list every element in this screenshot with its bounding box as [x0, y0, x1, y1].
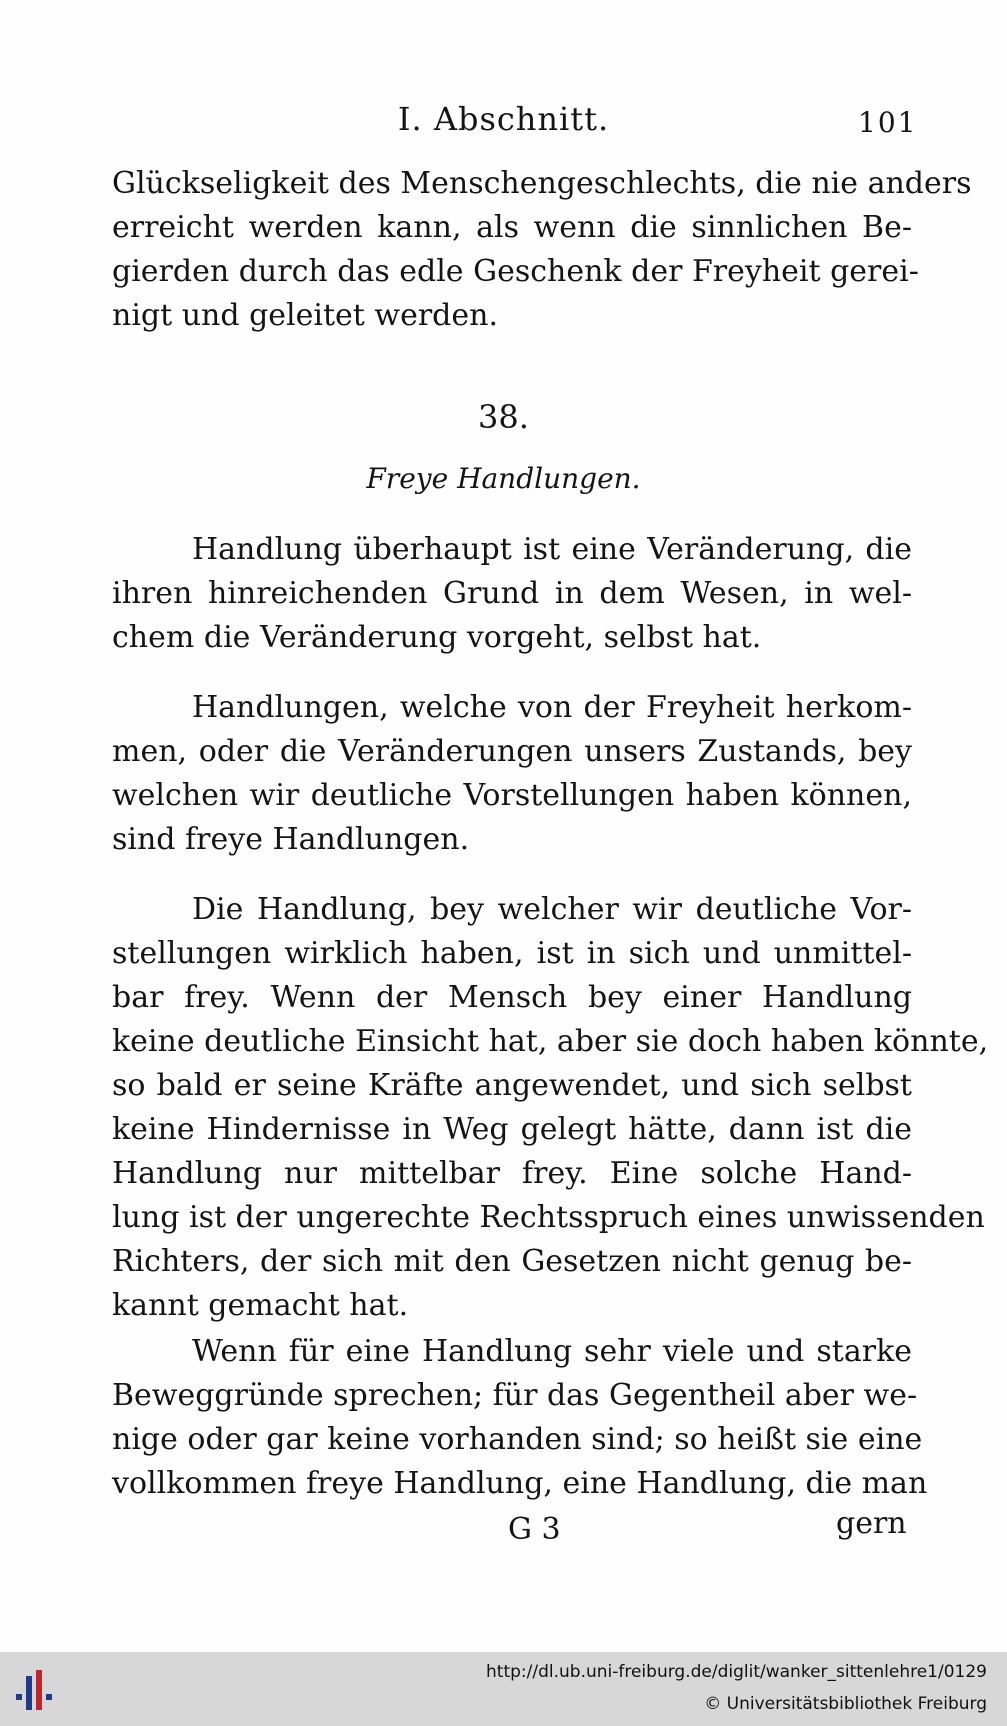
- text-line: erreicht werden kann, als wenn die sinnlichen Be-: [112, 210, 912, 245]
- text-line: lung ist der ungerechte Rechtsspruch eines unwissenden: [112, 1200, 985, 1235]
- text-line: welchen wir deutliche Vorstellungen haben können,: [112, 778, 912, 813]
- text-line: Beweggründe sprechen; für das Gegentheil aber we-: [112, 1378, 918, 1413]
- text-line: Handlung überhaupt ist eine Veränderung, die: [192, 532, 912, 567]
- text-line: nigt und geleitet werden.: [112, 298, 498, 333]
- footer-bar: [0, 1652, 1007, 1726]
- paragraph-1: [112, 528, 912, 660]
- section-title: Freye Handlungen.: [366, 462, 641, 495]
- text-line: Glückseligkeit des Menschengeschlechts, die nie anders: [112, 166, 972, 201]
- text-line: Richters, der sich mit den Gesetzen nicht genug be-: [112, 1244, 912, 1279]
- paragraph-4: [112, 1330, 928, 1506]
- text-line: stellungen wirklich haben, ist in sich und unmittel-: [112, 936, 912, 971]
- text-line: men, oder die Veränderungen unsers Zustands, bey: [112, 734, 912, 769]
- text-line: nige oder gar keine vorhanden sind; so heißt sie eine: [112, 1422, 923, 1457]
- signature-mark: G 3: [508, 1512, 561, 1547]
- paragraph-intro: [112, 162, 972, 338]
- text-line: Die Handlung, bey welcher wir deutliche Vor-: [192, 892, 912, 927]
- text-line: vollkommen freye Handlung, eine Handlung, die man: [112, 1466, 928, 1501]
- page-number: 101: [858, 106, 918, 139]
- text-line: sind freye Handlungen.: [112, 822, 470, 857]
- text-line: Handlungen, welche von der Freyheit herkom-: [192, 690, 912, 725]
- text-line: chem die Veränderung vorgeht, selbst hat.: [112, 620, 762, 655]
- copyright-text: © Universitätsbibliothek Freiburg: [704, 1694, 987, 1714]
- text-line: bar frey. Wenn der Mensch bey einer Handlung: [112, 980, 912, 1015]
- paragraph-3: [112, 888, 989, 1328]
- text-line: gierden durch das edle Geschenk der Freyheit gerei-: [112, 254, 919, 289]
- text-line: keine Hindernisse in Weg gelegt hätte, dann ist die: [112, 1112, 912, 1147]
- text-line: kannt gemacht hat.: [112, 1288, 409, 1323]
- library-logo-icon: [14, 1668, 60, 1714]
- text-line: keine deutliche Einsicht hat, aber sie doch haben könnte,: [112, 1024, 989, 1059]
- text-line: Wenn für eine Handlung sehr viele und starke: [192, 1334, 912, 1369]
- text-line: ihren hinreichenden Grund in dem Wesen, in wel-: [112, 576, 912, 611]
- paragraph-2: [112, 686, 912, 862]
- catchword: gern: [836, 1506, 907, 1541]
- running-header: I. Abschnitt.: [397, 100, 610, 138]
- permalink-link[interactable]: http://dl.ub.uni-freiburg.de/diglit/wanker_sittenlehre1/0129: [486, 1662, 987, 1682]
- section-number: 38.: [478, 398, 529, 436]
- text-line: so bald er seine Kräfte angewendet, und sich selbst: [112, 1068, 912, 1103]
- text-line: Handlung nur mittelbar frey. Eine solche Hand-: [112, 1156, 912, 1191]
